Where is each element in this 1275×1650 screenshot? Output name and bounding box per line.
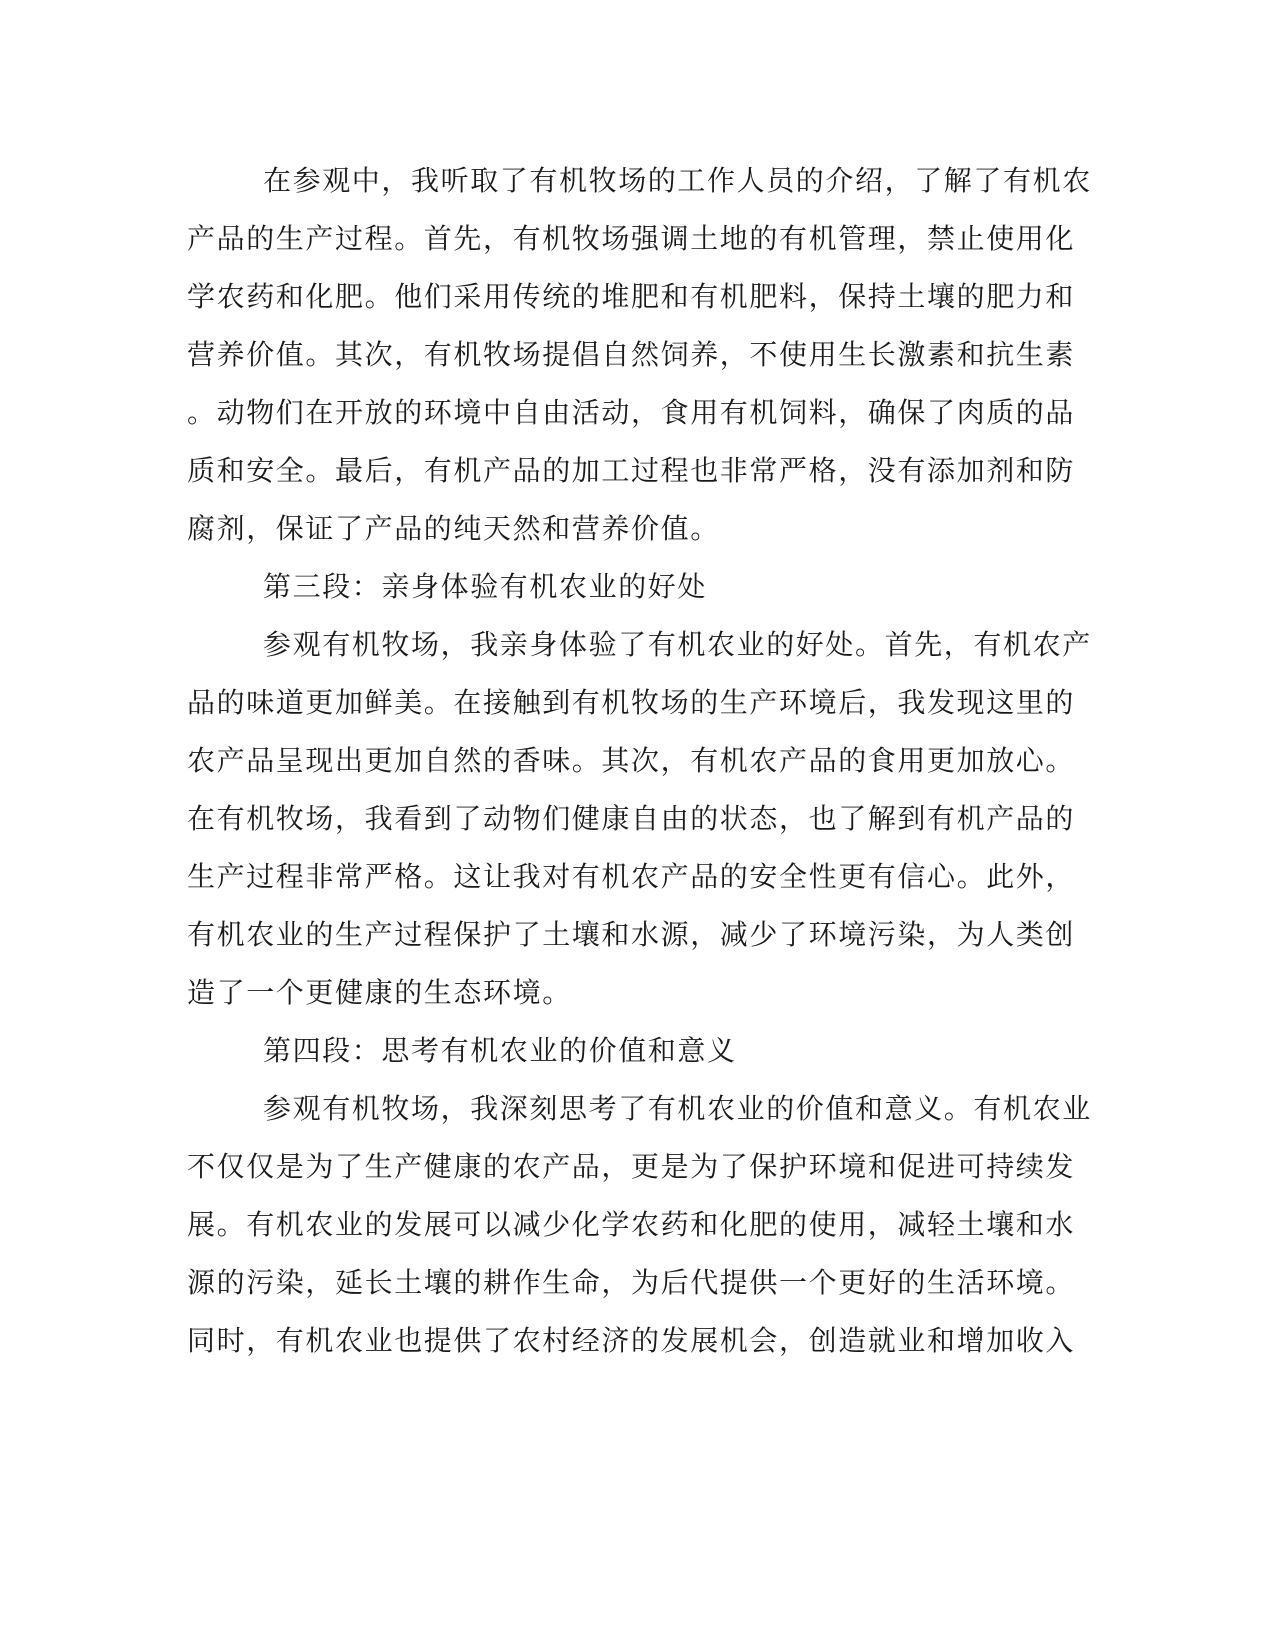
paragraph-line: 源的污染，延长土壤的耕作生命，为后代提供一个更好的生活环境。 [187, 1266, 1076, 1299]
paragraph-line: 品的味道更加鲜美。在接触到有机牧场的生产环境后，我发现这里的 [187, 686, 1076, 719]
paragraph-line: 学农药和化肥。他们采用传统的堆肥和有机肥料，保持土壤的肥力和 [187, 280, 1076, 313]
paragraph-line: 质和安全。最后，有机产品的加工过程也非常严格，没有添加剂和防 [187, 454, 1076, 487]
paragraph-line: 参观有机牧场，我亲身体验了有机农业的好处。首先，有机农产 [263, 628, 1092, 661]
paragraph-line: 在参观中，我听取了有机牧场的工作人员的介绍，了解了有机农 [263, 164, 1092, 197]
paragraph-line: 。动物们在开放的环境中自由活动，食用有机饲料，确保了肉质的品 [187, 396, 1076, 429]
paragraph-line: 同时，有机农业也提供了农村经济的发展机会，创造就业和增加收入 [187, 1324, 1076, 1357]
paragraph-line: 有机农业的生产过程保护了土壤和水源，减少了环境污染，为人类创 [187, 918, 1076, 951]
paragraph-line: 农产品呈现出更加自然的香味。其次，有机农产品的食用更加放心。 [187, 744, 1076, 777]
paragraph-line: 营养价值。其次，有机牧场提倡自然饲养，不使用生长激素和抗生素 [187, 338, 1076, 371]
paragraph-line: 生产过程非常严格。这让我对有机农产品的安全性更有信心。此外， [187, 860, 1076, 893]
paragraph-line: 造了一个更健康的生态环境。 [187, 976, 572, 1009]
paragraph-line: 产品的生产过程。首先，有机牧场强调土地的有机管理，禁止使用化 [187, 222, 1076, 255]
paragraph-line: 在有机牧场，我看到了动物们健康自由的状态，也了解到有机产品的 [187, 802, 1076, 835]
paragraph-line: 参观有机牧场，我深刻思考了有机农业的价值和意义。有机农业 [263, 1092, 1092, 1125]
paragraph-line: 腐剂，保证了产品的纯天然和营养价值。 [187, 512, 720, 545]
section-heading: 第四段：思考有机农业的价值和意义 [263, 1034, 737, 1067]
paragraph-line: 不仅仅是为了生产健康的农产品，更是为了保护环境和促进可持续发 [187, 1150, 1076, 1183]
section-heading: 第三段：亲身体验有机农业的好处 [263, 570, 708, 603]
paragraph-line: 展。有机农业的发展可以减少化学农药和化肥的使用，减轻土壤和水 [187, 1208, 1076, 1241]
